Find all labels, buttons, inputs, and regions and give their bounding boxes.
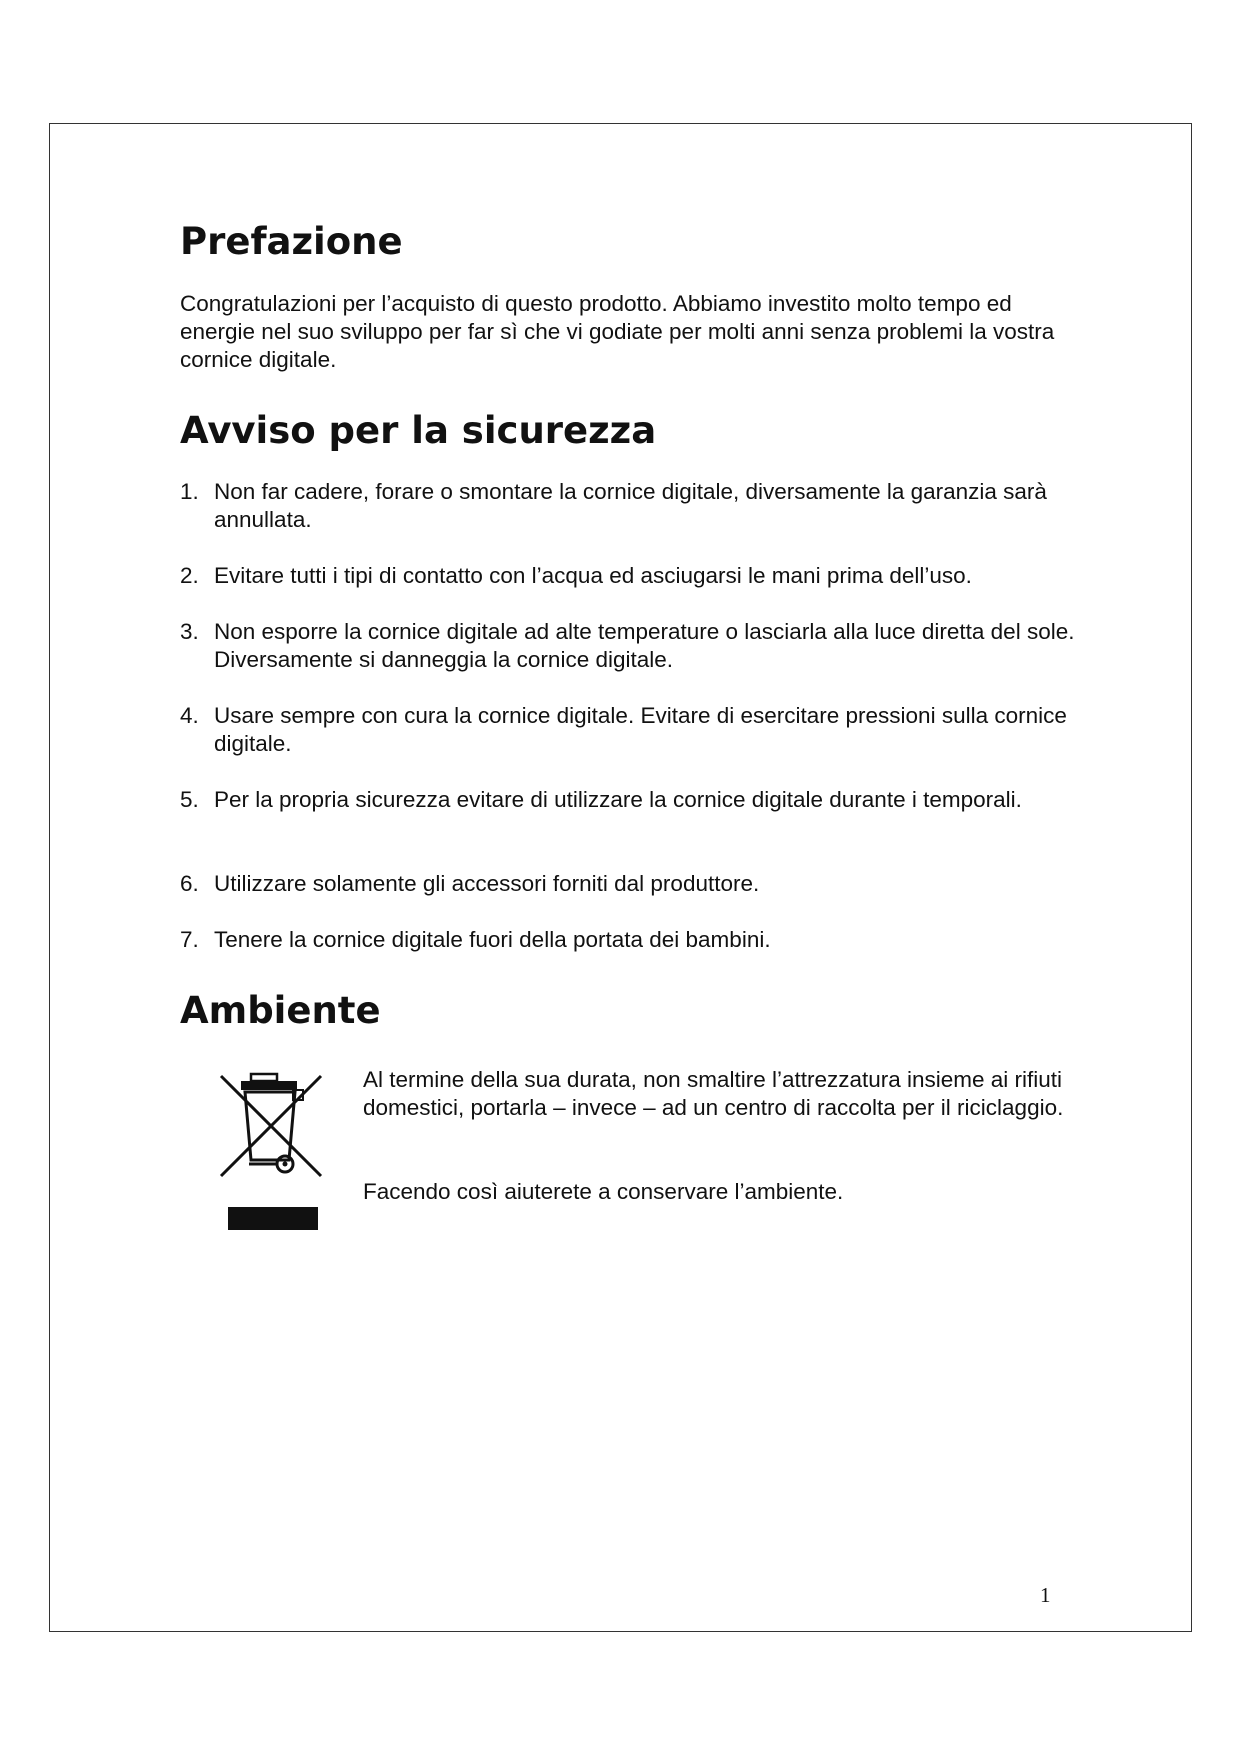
environment-paragraph-1: Al termine della sua durata, non smaltire l’attrezzatura insieme ai rifiuti domestici, portarla – invece – ad un centro di raccolta per il riciclaggio. [363,1067,1064,1120]
list-item-text: Per la propria sicurezza evitare di utilizzare la cornice digitale durante i temporali. [214,787,1022,812]
list-item-number: 5. [180,787,199,812]
list-item [180,702,1080,758]
list-item-number: 2. [180,563,199,588]
list-item [180,562,1080,590]
list-item [180,870,1080,898]
list-item [180,926,1080,954]
list-item [180,478,1080,534]
preface-heading: Prefazione [180,220,403,263]
list-item-number: 3. [180,619,199,644]
safety-heading: Avviso per la sicurezza [180,409,657,452]
list-item-number: 7. [180,927,199,952]
list-item-text: Usare sempre con cura la cornice digitale. Evitare di esercitare pressioni sulla cornice digitale. [214,703,1067,756]
list-item [180,786,1080,814]
list-item-text: Non esporre la cornice digitale ad alte temperature o lasciarla alla luce diretta del sole. Diversamente si danneggia la cornice digitale. [214,619,1075,672]
weee-crossed-bin-icon [213,1068,333,1236]
list-item-text: Evitare tutti i tipi di contatto con l’acqua ed asciugarsi le mani prima dell’uso. [214,563,972,588]
environment-paragraph-2: Facendo così aiuterete a conservare l’ambiente. [363,1179,844,1204]
list-item-number: 6. [180,871,199,896]
preface-paragraph: Congratulazioni per l’acquisto di questo prodotto. Abbiamo investito molto tempo ed energie nel suo sviluppo per far sì che vi godiate per molti anni senza problemi la vostra cornice digitale. [180,291,1055,372]
list-item-number: 4. [180,703,199,728]
page-number: 1 [1040,1583,1051,1607]
list-item-text: Tenere la cornice digitale fuori della portata dei bambini. [214,927,771,952]
list-item-number: 1. [180,479,199,504]
list-item-text: Utilizzare solamente gli accessori forniti dal produttore. [214,871,760,896]
list-item-text: Non far cadere, forare o smontare la cornice digitale, diversamente la garanzia sarà annullata. [214,479,1047,532]
environment-heading: Ambiente [180,989,381,1032]
list-item [180,618,1080,674]
